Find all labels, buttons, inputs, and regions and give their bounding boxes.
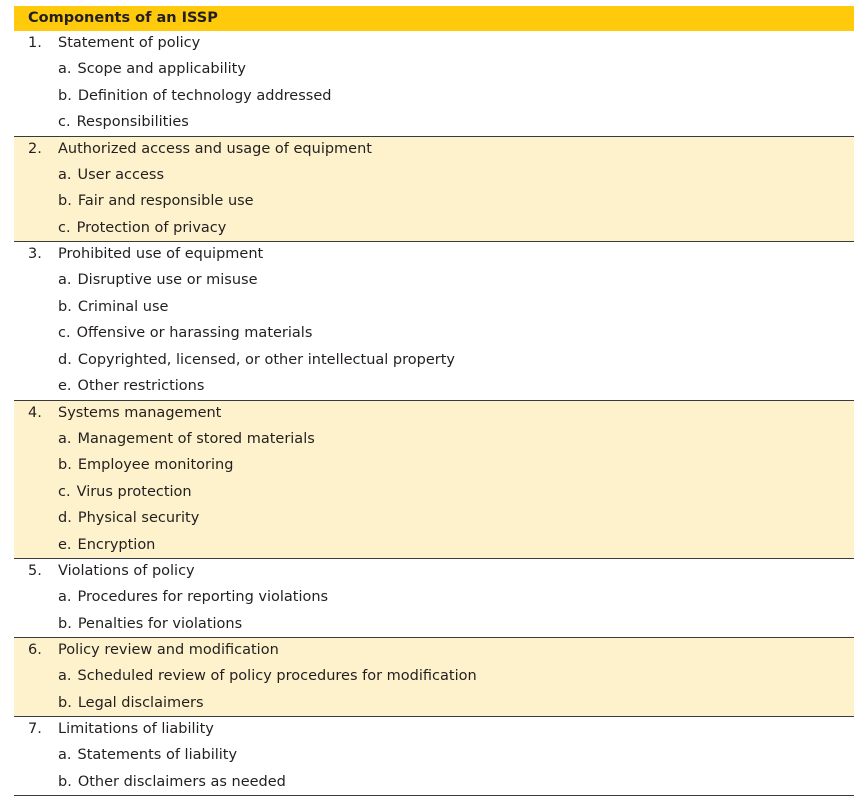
list-item [14, 215, 854, 242]
item-letter: e. [58, 536, 72, 553]
item-text: Protection of privacy [76, 219, 227, 236]
item-letter: b. [58, 193, 72, 209]
section-heading [14, 401, 854, 426]
list-item [14, 663, 854, 690]
list-item [14, 426, 854, 453]
item-text: Definition of technology addressed [77, 87, 332, 104]
item-letter: b. [58, 87, 72, 104]
item-letter: c. [58, 483, 71, 500]
item-letter: b. [58, 615, 72, 632]
item-letter: e. [58, 378, 72, 394]
section-heading [14, 137, 854, 162]
section-number: 3. [28, 246, 42, 262]
section-heading [14, 717, 854, 742]
list-item [14, 742, 854, 769]
item-text: Scheduled review of policy procedures for modification [77, 668, 477, 684]
list-item [14, 294, 854, 321]
list-item [14, 320, 854, 347]
item-text: Employee monitoring [77, 457, 234, 473]
list-item [14, 347, 854, 374]
list-item [14, 83, 854, 110]
item-letter: c. [58, 219, 71, 236]
list-item [14, 611, 854, 638]
item-letter: a. [58, 61, 72, 77]
section-number: 7. [28, 721, 42, 737]
item-text: Copyrighted, licensed, or other intellectual property [77, 351, 455, 368]
section-number: 4. [28, 404, 42, 421]
item-letter: c. [58, 114, 71, 130]
list-item [14, 769, 854, 796]
item-letter: b. [58, 773, 72, 790]
item-text: User access [77, 166, 165, 183]
list-item [14, 109, 854, 136]
item-letter: a. [58, 589, 72, 605]
table-header: Components of an ISSP [14, 6, 854, 31]
item-letter: d. [58, 351, 72, 368]
item-text: Penalties for violations [77, 615, 243, 632]
item-text: Other restrictions [77, 378, 205, 394]
section-group [14, 717, 854, 796]
item-text: Disruptive use or misuse [77, 272, 258, 288]
section-heading [14, 242, 854, 267]
item-letter: a. [58, 747, 72, 763]
item-text: Virus protection [76, 483, 192, 500]
item-text: Physical security [77, 510, 200, 526]
section-number: 6. [28, 642, 42, 658]
section-number: 2. [28, 140, 42, 157]
item-text: Legal disclaimers [77, 694, 204, 711]
item-letter: d. [58, 510, 72, 526]
item-text: Scope and applicability [77, 61, 246, 77]
section-number: 1. [28, 35, 42, 51]
item-letter: a. [58, 430, 72, 447]
item-letter: a. [58, 668, 72, 684]
section-group [14, 638, 854, 717]
list-item [14, 532, 854, 559]
item-text: Encryption [77, 536, 156, 553]
list-item [14, 452, 854, 479]
section-label: Statement of policy [58, 35, 201, 51]
item-text: Criminal use [77, 298, 169, 315]
list-item [14, 188, 854, 215]
list-item [14, 505, 854, 532]
section-heading [14, 638, 854, 663]
item-text: Management of stored materials [77, 430, 315, 447]
item-text: Other disclaimers as needed [77, 773, 286, 790]
list-item [14, 584, 854, 611]
item-text: Fair and responsible use [77, 193, 254, 209]
section-number: 5. [28, 563, 42, 579]
item-letter: c. [58, 325, 71, 341]
item-text: Procedures for reporting violations [77, 589, 329, 605]
item-letter: a. [58, 272, 72, 288]
section-group [14, 401, 854, 560]
list-item [14, 373, 854, 400]
section-group [14, 559, 854, 638]
section-group [14, 137, 854, 243]
item-letter: b. [58, 298, 72, 315]
section-label: Limitations of liability [58, 721, 214, 737]
section-group [14, 242, 854, 401]
section-label: Authorized access and usage of equipment [58, 140, 372, 157]
list-item [14, 479, 854, 506]
list-item [14, 162, 854, 189]
item-text: Statements of liability [77, 747, 238, 763]
sections-container [14, 31, 854, 796]
list-item [14, 690, 854, 717]
section-heading [14, 31, 854, 56]
item-letter: b. [58, 694, 72, 711]
list-item [14, 56, 854, 83]
item-letter: b. [58, 457, 72, 473]
section-label: Violations of policy [58, 563, 195, 579]
item-text: Offensive or harassing materials [76, 325, 313, 341]
list-item [14, 267, 854, 294]
section-label: Policy review and modification [58, 642, 279, 658]
section-label: Prohibited use of equipment [58, 246, 264, 262]
item-text: Responsibilities [76, 114, 189, 130]
section-label: Systems management [58, 404, 222, 421]
issp-components-table [14, 6, 854, 796]
section-heading [14, 559, 854, 584]
section-group [14, 31, 854, 137]
item-letter: a. [58, 166, 72, 183]
